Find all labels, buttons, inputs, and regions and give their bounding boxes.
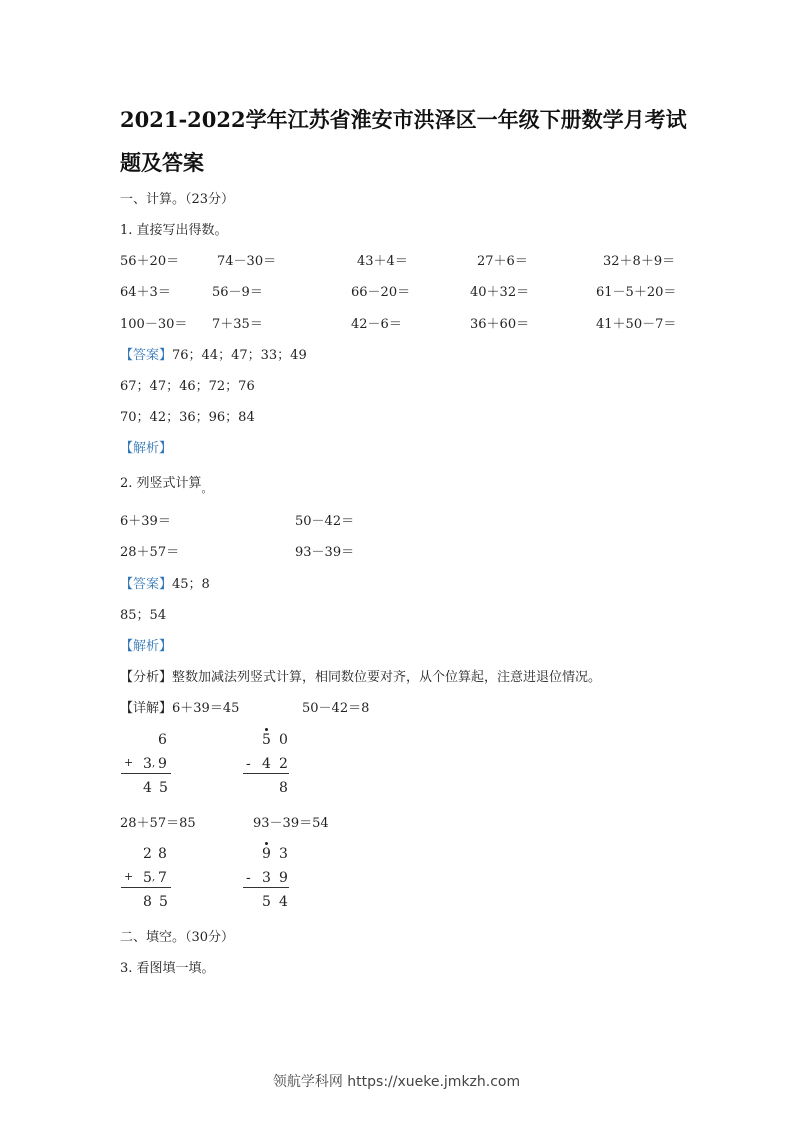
digit: 4	[279, 894, 288, 910]
digit: 8	[279, 780, 288, 796]
equation: 28＋57＝85	[120, 816, 196, 831]
digit: 9	[279, 870, 288, 886]
q1-item: 56＋20＝	[120, 254, 180, 269]
digit: 4	[143, 780, 152, 796]
vertical-calc-subtraction	[240, 728, 300, 798]
digit: 6	[158, 732, 167, 748]
sum-line	[121, 887, 171, 888]
q1-item: 41＋50－7＝	[596, 317, 677, 332]
q1-item: 40＋32＝	[470, 285, 530, 300]
digit: 4	[262, 756, 271, 772]
vertical-calc-addition	[118, 842, 178, 912]
section-heading-1: 一、计算。（23分）	[120, 192, 235, 207]
analysis-tag: 【解析】	[120, 441, 173, 456]
q2-problem: 28＋57＝	[120, 545, 180, 560]
difference-line	[243, 887, 289, 888]
q1-item: 42－6＝	[351, 317, 402, 332]
analysis-tag: 【解析】	[120, 639, 173, 654]
digit: 2	[279, 756, 288, 772]
digit: 8	[158, 846, 167, 862]
section-heading-2: 二、填空。（30分）	[120, 930, 235, 945]
detail-tag: 【详解】	[120, 701, 173, 716]
page-title-continued: 题及答案	[120, 150, 204, 175]
question-2-period: 。	[201, 482, 213, 495]
q1-item: 27＋6＝	[477, 254, 528, 269]
vertical-calc-addition	[118, 728, 178, 798]
digit: 5	[262, 732, 271, 748]
equation: 50－42＝8	[302, 701, 370, 716]
q1-item: 66－20＝	[351, 285, 411, 300]
q1-item: 7＋35＝	[212, 317, 263, 332]
borrow-dot	[265, 728, 268, 731]
analysis-text: 【分析】整数加减法列竖式计算，相同数位要对齐，从个位算起，注意进退位情况。	[120, 670, 602, 685]
difference-line	[243, 773, 289, 774]
digit: 5	[143, 870, 152, 886]
question-3-label: 3. 看图填一填。	[120, 961, 215, 976]
digit: 9	[262, 846, 271, 862]
q1-item: 56－9＝	[212, 285, 263, 300]
digit: 8	[143, 894, 152, 910]
carry-mark: ,	[152, 872, 156, 883]
sum-line	[121, 773, 171, 774]
digit: 5	[159, 894, 168, 910]
plus-sign: +	[124, 870, 134, 883]
digit: 0	[279, 732, 288, 748]
digit: 5	[159, 780, 168, 796]
equation: 6＋39＝45	[172, 701, 240, 716]
q1-item: 32＋8＋9＝	[603, 254, 676, 269]
digit: 2	[143, 846, 152, 862]
footer-watermark: 领航学科网 https://xueke.jmkzh.com	[272, 1074, 521, 1090]
answer-text: 76；44；47；33；49	[172, 348, 307, 363]
answer-text: 67；47；46；72；76	[120, 379, 255, 394]
digit: 7	[158, 870, 167, 886]
answer-tag: 【答案】	[120, 348, 173, 363]
question-2-label: 2. 列竖式计算	[120, 476, 202, 491]
q1-item: 100－30＝	[120, 317, 188, 332]
digit: 3	[143, 756, 152, 772]
digit: 3	[262, 870, 271, 886]
answer-text: 45；8	[172, 577, 210, 592]
q1-item: 43＋4＝	[357, 254, 408, 269]
page-title: 2021-2022学年江苏省淮安市洪泽区一年级下册数学月考试	[120, 107, 687, 132]
q2-problem: 6＋39＝	[120, 514, 171, 529]
digit: 3	[279, 846, 288, 862]
borrow-dot	[265, 842, 268, 845]
q1-item: 64＋3＝	[120, 285, 171, 300]
plus-sign: +	[124, 756, 134, 769]
minus-sign: -	[246, 870, 251, 886]
q2-problem: 50－42＝	[295, 514, 355, 529]
q1-item: 36＋60＝	[470, 317, 530, 332]
digit: 5	[262, 894, 271, 910]
question-1-label: 1. 直接写出得数。	[120, 223, 228, 238]
answer-tag: 【答案】	[120, 577, 173, 592]
carry-mark: ,	[152, 758, 156, 769]
vertical-calc-subtraction	[240, 842, 300, 912]
digit: 9	[158, 756, 167, 772]
answer-text: 70；42；36；96；84	[120, 410, 255, 425]
q1-item: 61－5＋20＝	[596, 285, 677, 300]
answer-text: 85；54	[120, 608, 167, 623]
q2-problem: 93－39＝	[295, 545, 355, 560]
q1-item: 74－30＝	[217, 254, 277, 269]
minus-sign: -	[246, 756, 251, 772]
equation: 93－39＝54	[253, 816, 329, 831]
